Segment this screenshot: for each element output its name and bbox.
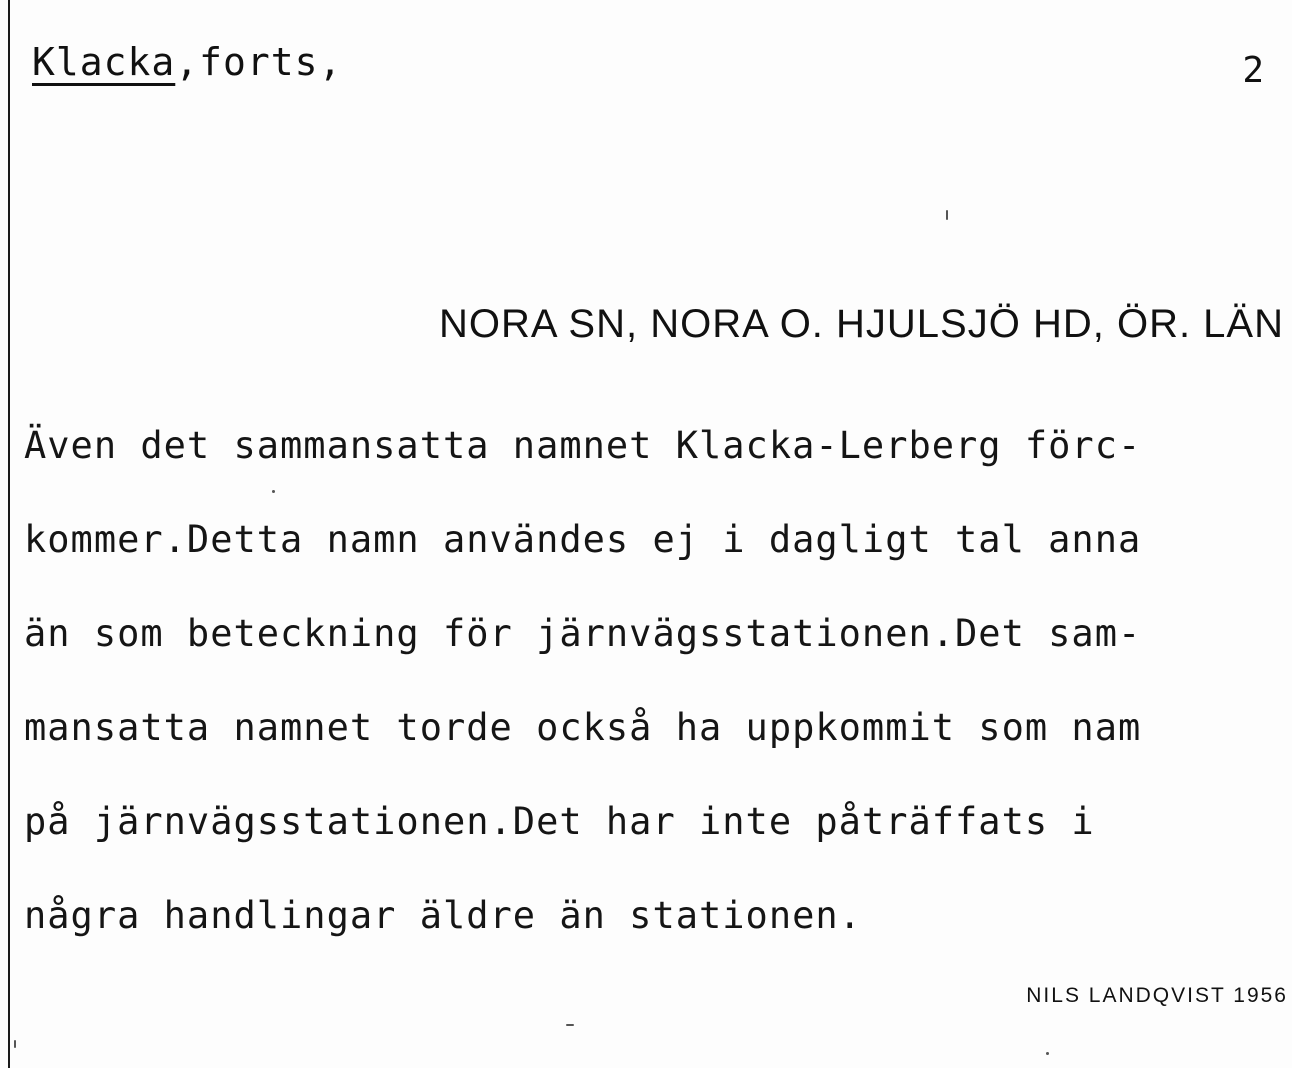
signature-stamp: NILS LANDQVIST 1956 <box>1026 984 1288 1007</box>
body-line: Även det sammansatta namnet Klacka-Lerberg förc- <box>24 424 1142 467</box>
body-line: kommer.Detta namn användes ej i dagligt tal anna <box>24 518 1142 561</box>
body-line: än som beteckning för järnvägsstationen.Det sam- <box>24 612 1142 655</box>
scan-speck <box>14 1040 16 1048</box>
card-edge-line <box>8 0 10 1068</box>
card-body <box>24 418 1286 982</box>
scan-speck <box>946 210 948 220</box>
heading-suffix: ,forts, <box>175 40 343 84</box>
location-stamp: NORA SN, NORA O. HJULSJÖ HD, ÖR. LÄN <box>438 302 1284 346</box>
page-number: 2 <box>1242 50 1264 91</box>
body-line: mansatta namnet torde också ha uppkommit som nam <box>24 706 1142 749</box>
body-line: några handlingar äldre än stationen. <box>24 894 862 937</box>
body-line: på järnvägsstationen.Det har inte påträffats i <box>24 800 1095 843</box>
place-name: Klacka <box>32 40 176 84</box>
card-heading <box>32 40 342 84</box>
scan-speck <box>566 1024 574 1026</box>
scan-speck <box>272 490 275 493</box>
scan-speck <box>1046 1052 1049 1055</box>
